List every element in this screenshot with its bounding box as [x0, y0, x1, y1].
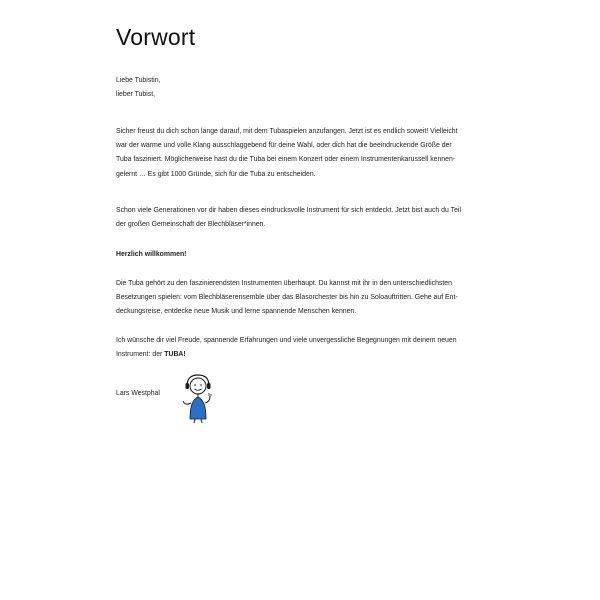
- paragraph-generations: [116, 204, 496, 232]
- paragraph-fascination: [116, 277, 496, 320]
- paragraph-line: [116, 348, 496, 362]
- signature: Lars Westphal: [116, 390, 160, 397]
- welcome-heading: Herzlich willkommen!: [116, 251, 187, 258]
- salutation-line: Liebe Tubistin,: [116, 77, 161, 84]
- tuba-emphasis: TUBA!: [164, 351, 186, 359]
- paragraph-line: Sicher freust du dich schon lange darauf, mit dem Tubaspielen anzufangen. Jetzt ist es endlich soweit! Vielleicht: [116, 128, 458, 135]
- paragraph-line: deckungsreise, entdecke neue Musik und lerne spannende Menschen kennen.: [116, 308, 357, 316]
- paragraph-line: Besetzungen spielen: vom Blechbläserensemble über das Blasorchester bis hin zu Soloauftritten. Gehe auf Ent-: [116, 294, 458, 302]
- paragraph-wishes: [116, 334, 496, 362]
- salutation: [116, 74, 496, 102]
- instrument-prefix: Instrument: der: [116, 351, 165, 359]
- paragraph-line: Tuba fasziniert. Möglicherweise hast du die Tuba bei einem Konzert oder einem Instrumentenkarussell kennen-: [116, 156, 456, 164]
- paragraph-line: war der warme und volle Klang ausschlaggebend für deine Wahl, oder dich hat die beeindruckende Größe der: [116, 142, 452, 150]
- paragraph-intro: [116, 125, 494, 182]
- paragraph-line: Ich wünsche dir viel Freude, spannende Erfahrungen und viele unvergessliche Begegnungen mit deinem neuen: [116, 337, 457, 344]
- paragraph-line: Die Tuba gehört zu den faszinierendsten Instrumenten überhaupt. Du kannst mit ihr in den unterschiedlichsten: [116, 280, 452, 287]
- paragraph-line: gelernt … Es gibt 1000 Gründe, sich für die Tuba zu entscheiden.: [116, 170, 316, 178]
- tuba-player-figure-icon: [178, 372, 218, 424]
- page-title: Vorwort: [116, 24, 196, 50]
- paragraph-line: der großen Gemeinschaft der Blechbläser*innen.: [116, 221, 266, 229]
- salutation-line: lieber Tubist,: [116, 91, 156, 99]
- paragraph-line: Schon viele Generationen vor dir haben dieses eindrucksvolle Instrument für sich entdeckt. Jetzt bist auch du Teil: [116, 207, 461, 214]
